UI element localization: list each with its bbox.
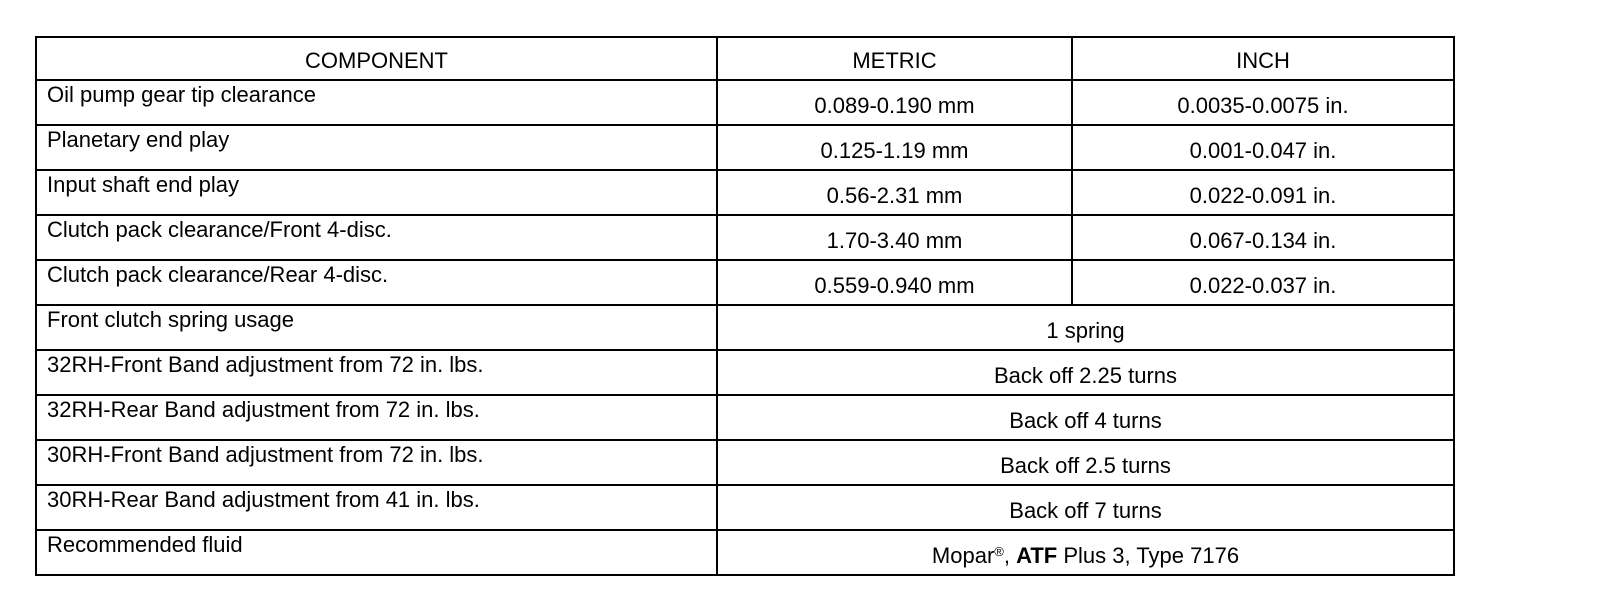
table-row: [36, 260, 1454, 305]
metric-cell: 0.125-1.19 mm: [717, 125, 1072, 170]
table-row-fluid: [36, 530, 1454, 575]
component-cell: Planetary end play: [36, 125, 717, 170]
table-row: [36, 215, 1454, 260]
table-row: [36, 485, 1454, 530]
metric-cell: 0.56-2.31 mm: [717, 170, 1072, 215]
value-cell: 1 spring: [717, 305, 1454, 350]
specifications-table: [35, 36, 1455, 576]
component-cell: 32RH-Rear Band adjustment from 72 in. lbs.: [36, 395, 717, 440]
header-component: COMPONENT: [36, 37, 717, 80]
table-row: [36, 170, 1454, 215]
inch-cell: 0.0035-0.0075 in.: [1072, 80, 1454, 125]
registered-trademark-symbol: ®: [994, 543, 1004, 559]
value-cell: Back off 2.5 turns: [717, 440, 1454, 485]
inch-cell: 0.001-0.047 in.: [1072, 125, 1454, 170]
component-cell: Recommended fluid: [36, 530, 717, 575]
value-cell: Back off 7 turns: [717, 485, 1454, 530]
inch-cell: 0.022-0.091 in.: [1072, 170, 1454, 215]
component-cell: Input shaft end play: [36, 170, 717, 215]
table-row: [36, 125, 1454, 170]
table-row: [36, 440, 1454, 485]
header-row: [36, 37, 1454, 80]
value-cell: Back off 4 turns: [717, 395, 1454, 440]
fluid-value-cell: [717, 530, 1454, 575]
fluid-atf: ATF: [1016, 542, 1058, 568]
fluid-separator: ,: [1003, 542, 1017, 568]
table-row: [36, 395, 1454, 440]
inch-cell: 0.022-0.037 in.: [1072, 260, 1454, 305]
value-cell: Back off 2.25 turns: [717, 350, 1454, 395]
fluid-brand: Mopar: [931, 542, 995, 568]
table-row: [36, 350, 1454, 395]
table-row: [36, 305, 1454, 350]
header-metric: METRIC: [717, 37, 1072, 80]
metric-cell: 0.559-0.940 mm: [717, 260, 1072, 305]
table-row: [36, 80, 1454, 125]
metric-cell: 0.089-0.190 mm: [717, 80, 1072, 125]
metric-cell: 1.70-3.40 mm: [717, 215, 1072, 260]
component-cell: 30RH-Front Band adjustment from 72 in. lbs.: [36, 440, 717, 485]
component-cell: Clutch pack clearance/Rear 4-disc.: [36, 260, 717, 305]
component-cell: Clutch pack clearance/Front 4-disc.: [36, 215, 717, 260]
inch-cell: 0.067-0.134 in.: [1072, 215, 1454, 260]
component-cell: 30RH-Rear Band adjustment from 41 in. lbs.: [36, 485, 717, 530]
component-cell: Front clutch spring usage: [36, 305, 717, 350]
component-cell: 32RH-Front Band adjustment from 72 in. lbs.: [36, 350, 717, 395]
fluid-type: Plus 3, Type 7176: [1057, 542, 1240, 568]
component-cell: Oil pump gear tip clearance: [36, 80, 717, 125]
header-inch: INCH: [1072, 37, 1454, 80]
